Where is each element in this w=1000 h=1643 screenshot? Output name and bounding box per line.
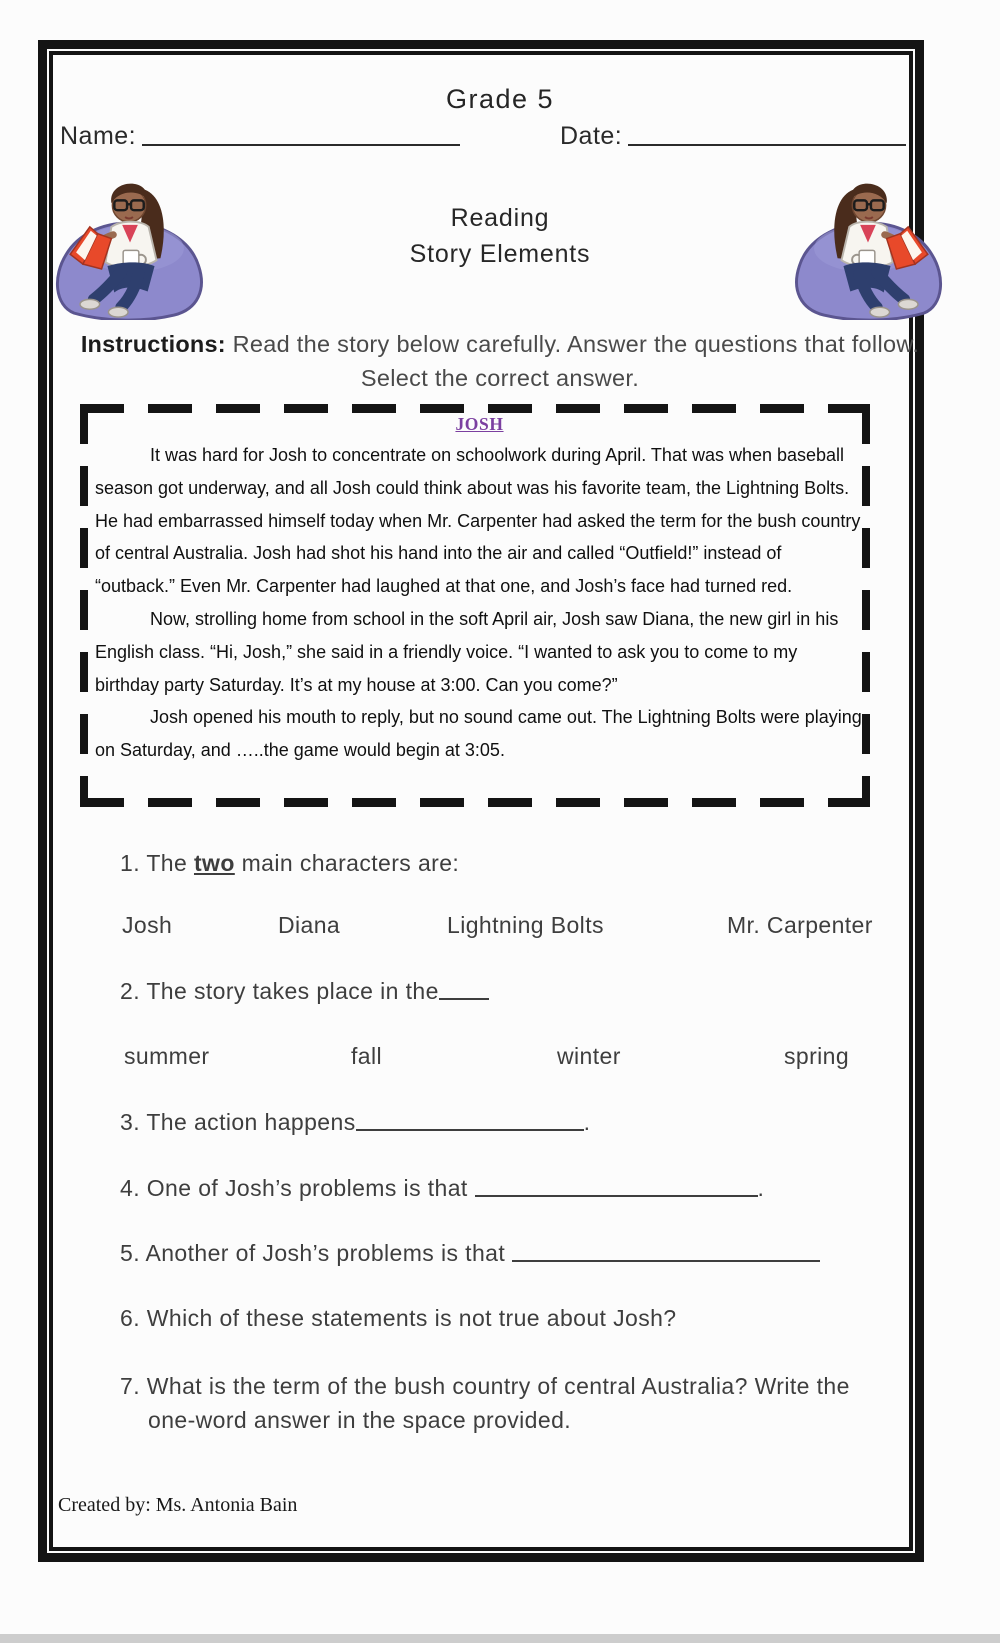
question-1-prefix: 1. The [120, 850, 194, 876]
question-1-emphasis: two [193, 850, 235, 876]
date-field-row [560, 122, 906, 151]
question-2-blank[interactable] [439, 980, 489, 1000]
name-field-row [60, 122, 460, 151]
question-2-text: 2. The story takes place in the [120, 978, 439, 1004]
answer-option-fall[interactable]: fall [351, 1043, 383, 1069]
question-7 [120, 1369, 910, 1437]
question-7-line1: 7. What is the term of the bush country of central Australia? Write the [120, 1373, 850, 1399]
answer-option-diana[interactable]: Diana [278, 912, 341, 938]
story-box-border-left [80, 404, 88, 807]
name-label: Name: [60, 122, 137, 150]
story-box [80, 404, 870, 807]
question-1 [120, 850, 459, 877]
grade-title: Grade 5 [445, 84, 555, 114]
date-blank[interactable] [628, 124, 906, 146]
story-paragraph: Josh opened his mouth to reply, but no sound came out. The Lightning Bolts were playing on Saturday, and …..the game would begin at 3:05. [95, 707, 862, 761]
answer-option-summer[interactable]: summer [124, 1043, 210, 1069]
answer-option-winter[interactable]: winter [557, 1043, 621, 1069]
answer-option-spring[interactable]: spring [784, 1043, 850, 1069]
footer-credit: Created by: Ms. Antonia Bain [58, 1494, 298, 1516]
story-title: JOSH [455, 414, 504, 434]
story-paragraph: It was hard for Josh to concentrate on schoolwork during April. That was when baseball season got underway, and all Josh could think about was his favorite team, the Lightning Bolts. He had embarrassed himself today when Mr. Carpenter had asked the term for the bush country of central Australia. Josh had shot his hand into the air and called “Outfield!” instead of “outback.” Even Mr. Carpenter had laughed at that one, and Josh’s face had turned red. [95, 445, 861, 597]
instructions [60, 327, 940, 395]
question-3-text: 3. The action happens [120, 1109, 356, 1135]
name-blank[interactable] [142, 124, 460, 146]
story-box-border-top [80, 404, 870, 413]
question-1-suffix: main characters are: [234, 850, 460, 876]
subject-title: Reading [450, 204, 550, 232]
instructions-line2: Select the correct answer. [360, 365, 640, 391]
story-box-border-bottom [80, 798, 870, 807]
question-5-blank[interactable] [512, 1242, 820, 1262]
question-5-text: 5. Another of Josh’s problems is that [120, 1240, 512, 1266]
answer-option-josh[interactable]: Josh [122, 912, 173, 938]
question-4-blank[interactable] [475, 1177, 758, 1197]
question-6-text: 6. Which of these statements is not true about Josh? [120, 1305, 677, 1331]
question-4 [120, 1175, 764, 1202]
story-paragraph: Now, strolling home from school in the soft April air, Josh saw Diana, the new girl in his English class. “Hi, Josh,” she said in a friendly voice. “I wanted to ask you to come to my birthday party Saturday. It’s at my house at 3:00. Can you come?” [95, 608, 839, 695]
answer-option-mr-carpenter[interactable]: Mr. Carpenter [727, 912, 873, 938]
story-content [95, 414, 864, 798]
question-4-period: . [757, 1175, 765, 1201]
question-5 [120, 1240, 820, 1267]
question-6 [120, 1305, 676, 1332]
scan-edge-artifact [0, 1634, 1000, 1643]
question-2 [120, 978, 489, 1005]
question-3-period: . [583, 1109, 591, 1135]
answer-option-lightning-bolts[interactable]: Lightning Bolts [447, 912, 604, 938]
question-7-line2: one-word answer in the space provided. [148, 1407, 572, 1433]
instructions-label: Instructions: [80, 331, 226, 357]
date-label: Date: [560, 122, 623, 150]
question-3-blank[interactable] [356, 1111, 584, 1131]
question-3 [120, 1109, 590, 1136]
instructions-line1: Read the story below carefully. Answer the questions that follow. [225, 331, 920, 357]
worksheet-subtitle: Story Elements [409, 240, 591, 268]
question-4-text: 4. One of Josh’s problems is that [120, 1175, 475, 1201]
